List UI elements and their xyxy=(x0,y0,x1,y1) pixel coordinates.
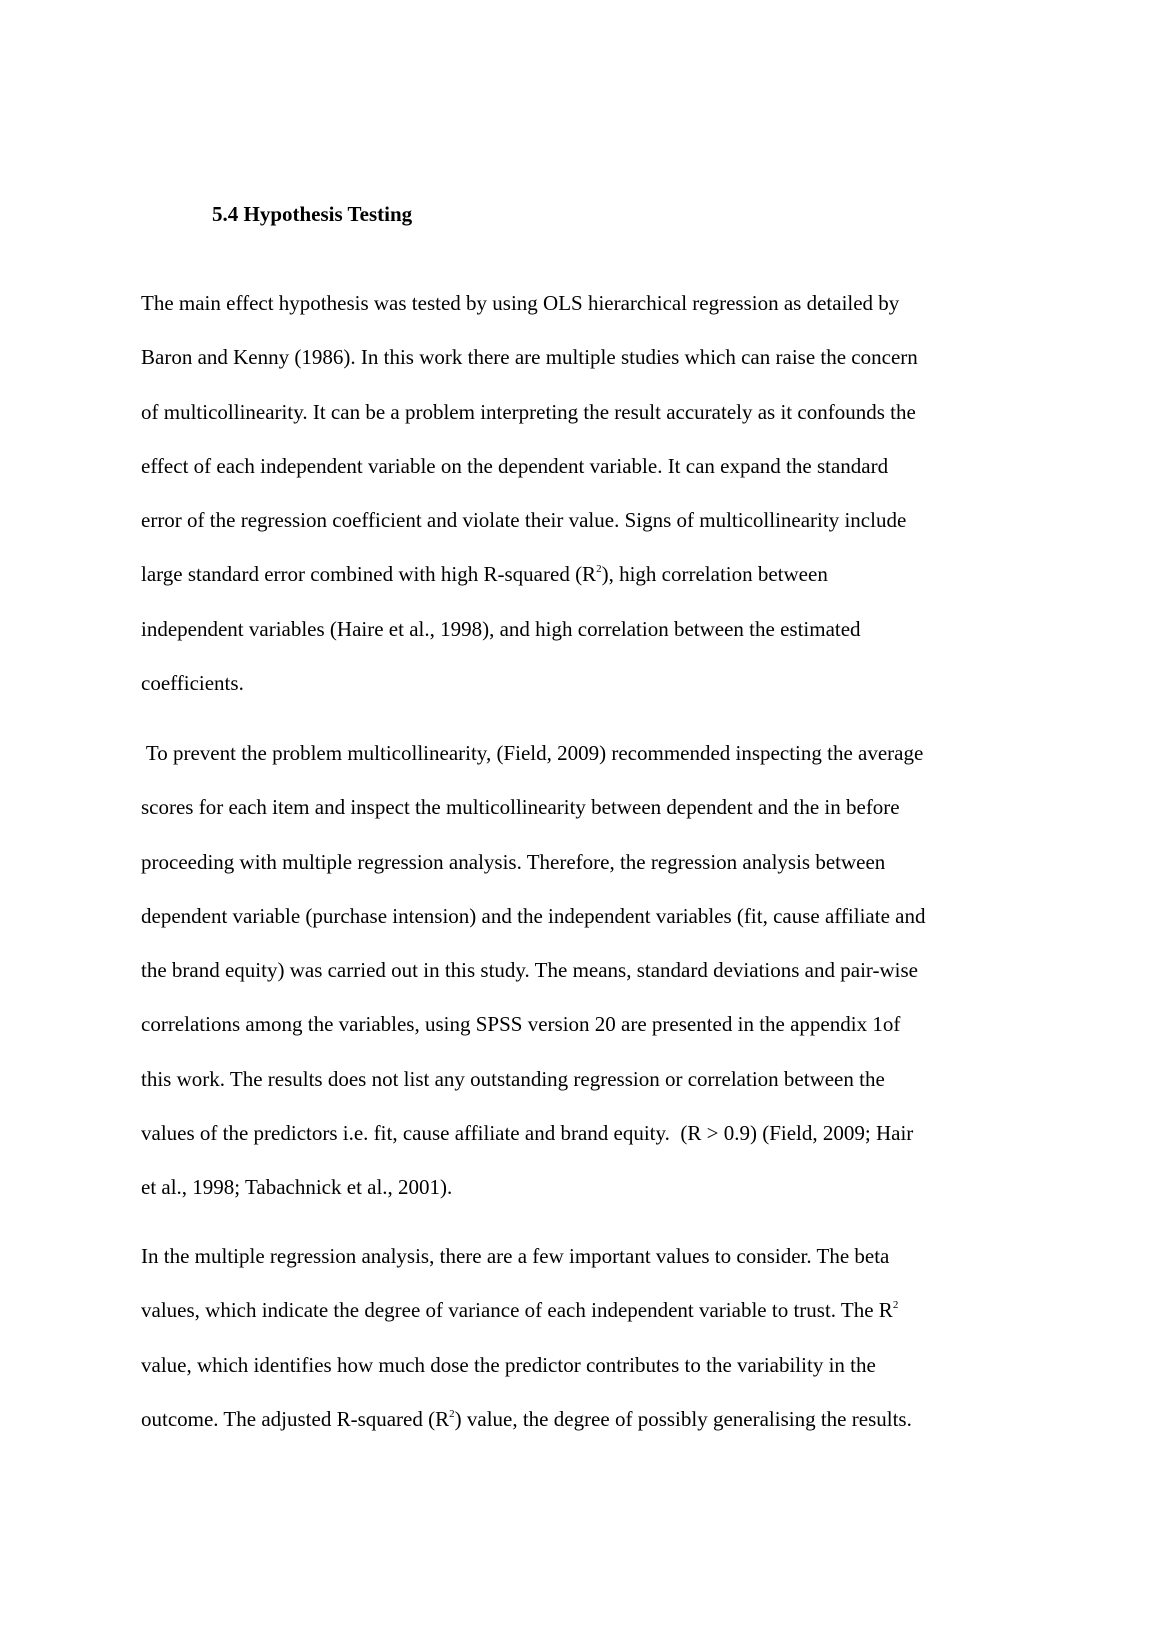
text-line: this work. The results does not list any outstanding regression or correlation between the xyxy=(141,1066,885,1091)
text-line: The main effect hypothesis was tested by using OLS hierarchical regression as detailed by xyxy=(141,291,900,315)
text-line: proceeding with multiple regression analysis. Therefore, the regression analysis between xyxy=(141,849,886,874)
text-segment: outcome. The adjusted R-squared (R xyxy=(141,1406,450,1431)
text-line: correlations among the variables, using SPSS version 20 are presented in the appendix 1of xyxy=(141,1012,901,1037)
text-segment: values, which indicate the degree of variance of each independent variable to trust. The R xyxy=(141,1298,893,1323)
section-heading: 5.4 Hypothesis Testing xyxy=(212,202,413,226)
text-line xyxy=(141,1392,912,1446)
text-line: dependent variable (purchase intension) and the independent variables (fit, cause affiliate and xyxy=(141,903,926,928)
text-line: Baron and Kenny (1986). In this work there are multiple studies which can raise the concern xyxy=(141,345,918,370)
text-line: coefficients. xyxy=(141,671,244,696)
text-segment: large standard error combined with high R-squared (R xyxy=(141,562,597,587)
text-line: value, which identifies how much dose the predictor contributes to the variability in the xyxy=(141,1352,876,1377)
paragraph-main-effect xyxy=(141,276,918,710)
superscript: 2 xyxy=(596,563,602,576)
superscript: 2 xyxy=(892,1299,899,1312)
paragraph-regression-values xyxy=(141,1229,912,1446)
text-line: et al., 1998; Tabachnick et al., 2001). xyxy=(141,1175,453,1200)
text-line: of multicollinearity. It can be a problem interpreting the result accurately as it confounds the xyxy=(141,399,916,424)
text-segment: ) value, the degree of possibly generalising the results. xyxy=(454,1406,912,1431)
text-line: the brand equity) was carried out in this study. The means, standard deviations and pair-wise xyxy=(141,958,918,983)
text-line: values of the predictors i.e. fit, cause affiliate and brand equity. (R > 0.9) (Field, 2009; Hair xyxy=(141,1121,914,1146)
text-line: scores for each item and inspect the multicollinearity between dependent and the in before xyxy=(141,795,900,820)
text-line xyxy=(141,1283,912,1337)
text-line: To prevent the problem multicollinearity, (Field, 2009) recommended inspecting the average xyxy=(141,741,924,765)
text-line xyxy=(141,547,918,601)
text-line: In the multiple regression analysis, there are a few important values to consider. The beta xyxy=(141,1244,890,1268)
superscript: 2 xyxy=(449,1407,455,1420)
text-line: error of the regression coefficient and violate their value. Signs of multicollinearity include xyxy=(141,508,907,533)
text-segment: ), high correlation between xyxy=(601,562,828,587)
text-line: independent variables (Haire et al., 1998), and high correlation between the estimated xyxy=(141,616,861,641)
text-line: effect of each independent variable on the dependent variable. It can expand the standard xyxy=(141,453,889,478)
paragraph-multicollinearity xyxy=(141,726,925,1215)
